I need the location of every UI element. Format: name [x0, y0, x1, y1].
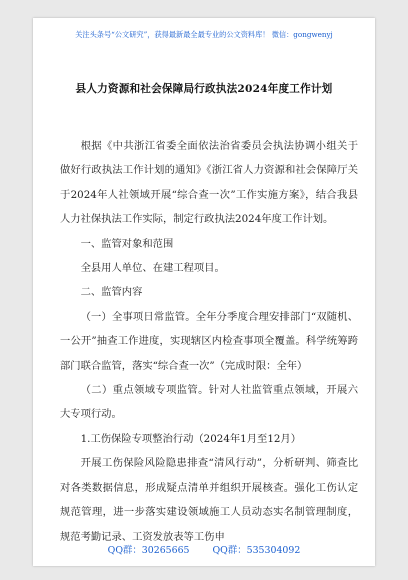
intro-paragraph: 根据《中共浙江省委全面依法治省委员会执法协调小组关于做好行政执法工作计划的通知》《浙江省人力资源和社会保障厅关于2024年人社领域开展“综合查一次”工作实施方案》，结合我县人力社保执法工作实际，制定行政执法2024年度工作计划。	[60, 140, 358, 226]
document-title: 县人力资源和社会保障局行政执法2024年度工作计划	[75, 83, 333, 95]
promo-banner: 关注头条号“公文研究”，获得最新最全最专业的公文资料库！ 微信：gongwenyj	[75, 30, 333, 39]
document-page	[33, 18, 375, 566]
section-heading: 一、监管对象和范围	[80, 237, 174, 250]
qq-group-1: QQ群：30265665	[107, 545, 190, 556]
document-body	[60, 134, 358, 549]
body-paragraph: 全县用人单位、在建工程项目。	[80, 262, 225, 275]
qq-group-2: QQ群：535304092	[212, 545, 301, 556]
body-paragraph: （二）重点领域专项监管。针对人社监管重点领域，开展六大专项行动。	[60, 384, 358, 421]
body-paragraph: （一）全事项日常监管。全年分季度合理安排部门“双随机、一公开”抽查工作进度，实现辖区内检查事项全覆盖。科学统筹跨部门联合监管，落实“综合查一次”（完成时限：全年）	[60, 310, 358, 372]
body-paragraph: 开展工伤保险风险隐患排查“清风行动”，分析研判、筛查比对各类数据信息，形成疑点清单并组织开展核查。强化工伤认定规范管理，进一步落实建设领域施工人员动态实名制管理制度，规范考勤记录、工资发放表等工伤申	[60, 457, 358, 543]
section-heading: 二、监管内容	[80, 286, 143, 299]
footer-contacts	[33, 542, 375, 556]
subsection-heading: 1.工伤保险专项整治行动（2024年1月至12月）	[80, 432, 302, 445]
